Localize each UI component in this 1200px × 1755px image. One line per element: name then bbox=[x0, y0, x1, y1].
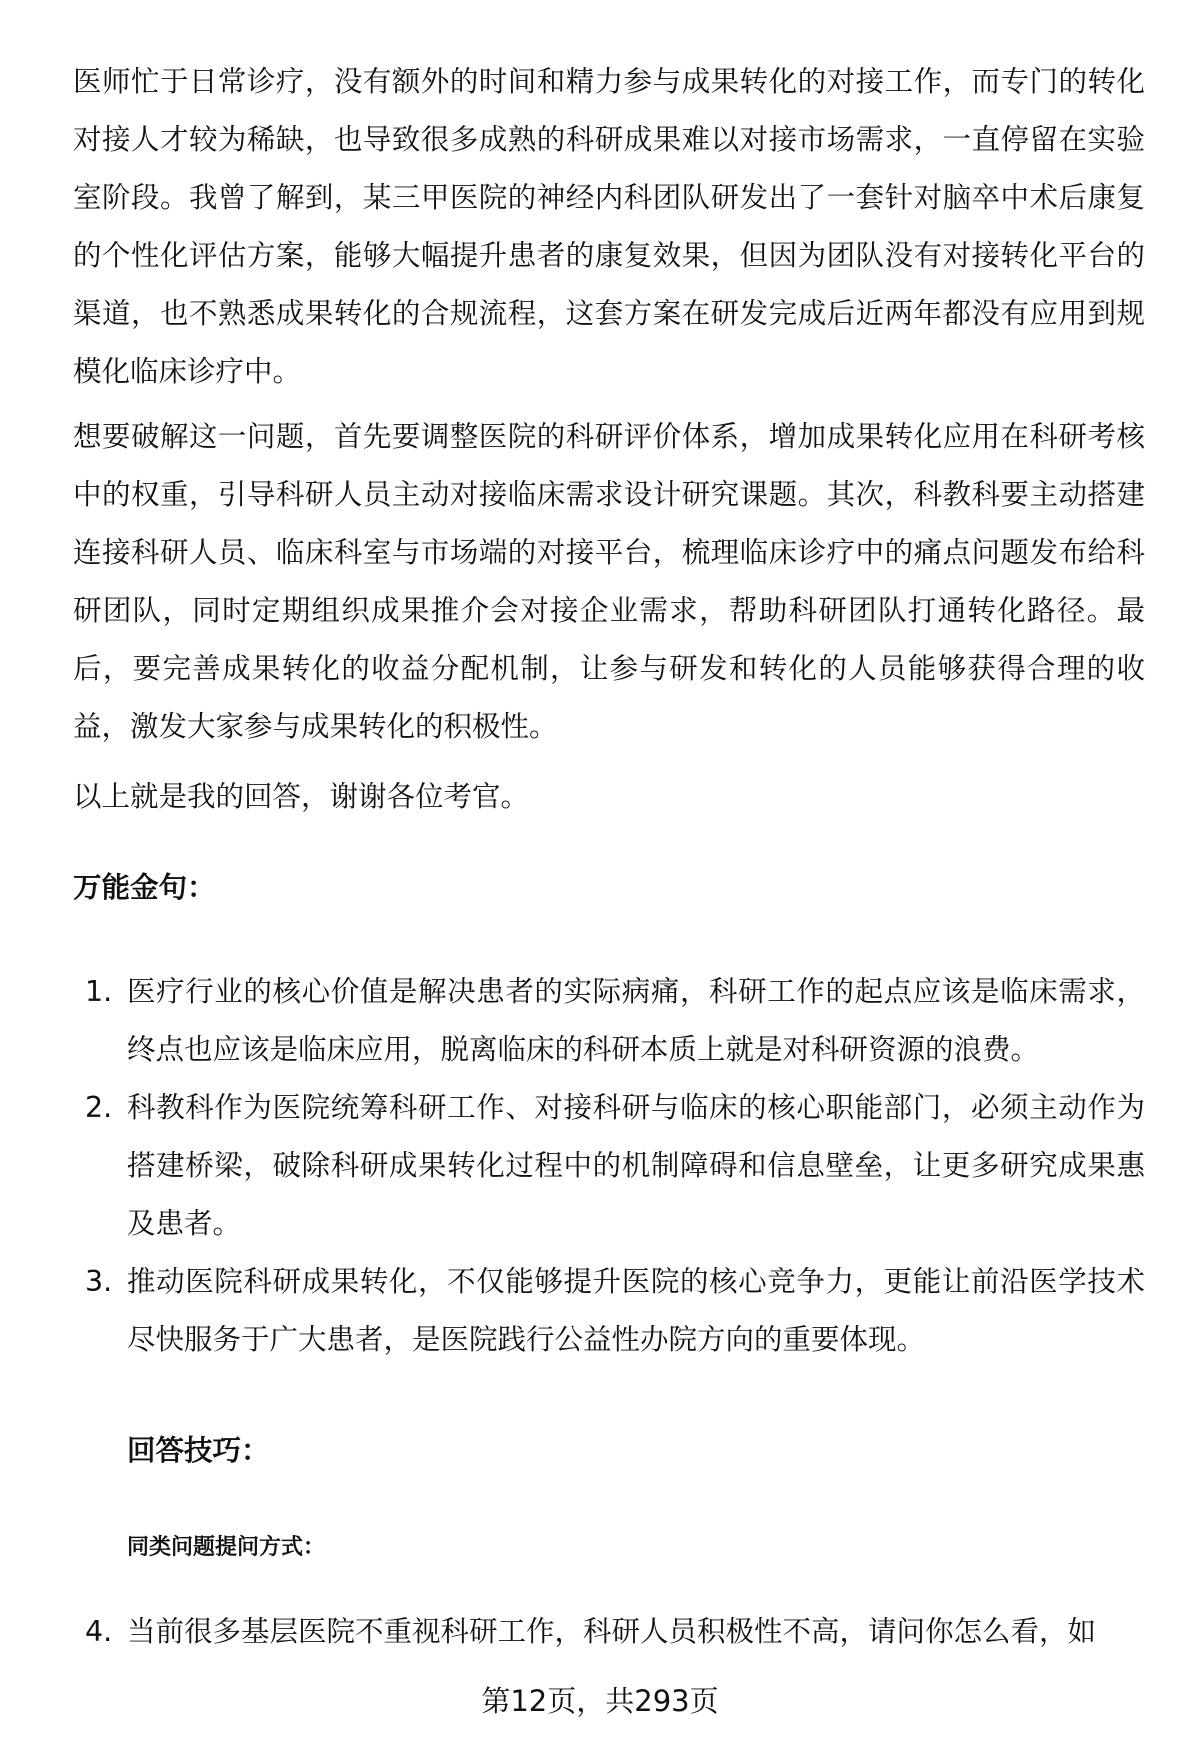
closing-paragraph: 以上就是我的回答，谢谢各位考官。 bbox=[73, 780, 530, 813]
list-item-number: 4. bbox=[85, 1615, 113, 1648]
list-item bbox=[73, 1079, 1145, 1253]
list-item-number: 1. bbox=[85, 975, 113, 1008]
list-item-text: 医疗行业的核心价值是解决患者的实际病痛，科研工作的起点应该是临床需求，终点也应该是临床应用，脱离临床的科研本质上就是对科研资源的浪费。 bbox=[127, 975, 1145, 1066]
list-item bbox=[73, 963, 1145, 1079]
list-item bbox=[73, 1603, 1145, 1661]
golden-sentences-list bbox=[73, 963, 1145, 1369]
body-paragraph-1: 医师忙于日常诊疗，没有额外的时间和精力参与成果转化的对接工作，而专门的转化对接人才较为稀缺，也导致很多成熟的科研成果难以对接市场需求，一直停留在实验室阶段。我曾了解到，某三甲医院的神经内科团队研发出了一套针对脑卒中术后康复的个性化评估方案，能够大幅提升患者的康复效果，但因为团队没有对接转化平台的渠道，也不熟悉成果转化的合规流程，这套方案在研发完成后近两年都没有应用到规模化临床诊疗中。 bbox=[73, 65, 1145, 388]
page-number-footer: 第12页，共293页 bbox=[481, 1684, 719, 1718]
list-item-text: 推动医院科研成果转化，不仅能够提升医院的核心竞争力，更能让前沿医学技术尽快服务于广大患者，是医院践行公益性办院方向的重要体现。 bbox=[127, 1265, 1145, 1356]
answer-tips-heading: 回答技巧： bbox=[127, 1434, 270, 1467]
golden-sentences-heading: 万能金句： bbox=[73, 871, 216, 904]
list-item-number: 2. bbox=[85, 1091, 113, 1124]
list-item bbox=[73, 1253, 1145, 1369]
similar-questions-list bbox=[73, 1603, 1145, 1661]
list-item-text: 当前很多基层医院不重视科研工作，科研人员积极性不高，请问你怎么看，如 bbox=[127, 1615, 1097, 1648]
list-item-number: 3. bbox=[85, 1265, 113, 1298]
list-item-text: 科教科作为医院统筹科研工作、对接科研与临床的核心职能部门，必须主动作为搭建桥梁，破除科研成果转化过程中的机制障碍和信息壁垒，让更多研究成果惠及患者。 bbox=[127, 1091, 1145, 1240]
similar-questions-heading: 同类问题提问方式： bbox=[127, 1535, 326, 1560]
body-paragraph-2: 想要破解这一问题，首先要调整医院的科研评价体系，增加成果转化应用在科研考核中的权重，引导科研人员主动对接临床需求设计研究课题。其次，科教科要主动搭建连接科研人员、临床科室与市场端的对接平台，梳理临床诊疗中的痛点问题发布给科研团队，同时定期组织成果推介会对接企业需求，帮助科研团队打通转化路径。最后，要完善成果转化的收益分配机制，让参与研发和转化的人员能够获得合理的收益，激发大家参与成果转化的积极性。 bbox=[73, 420, 1145, 743]
